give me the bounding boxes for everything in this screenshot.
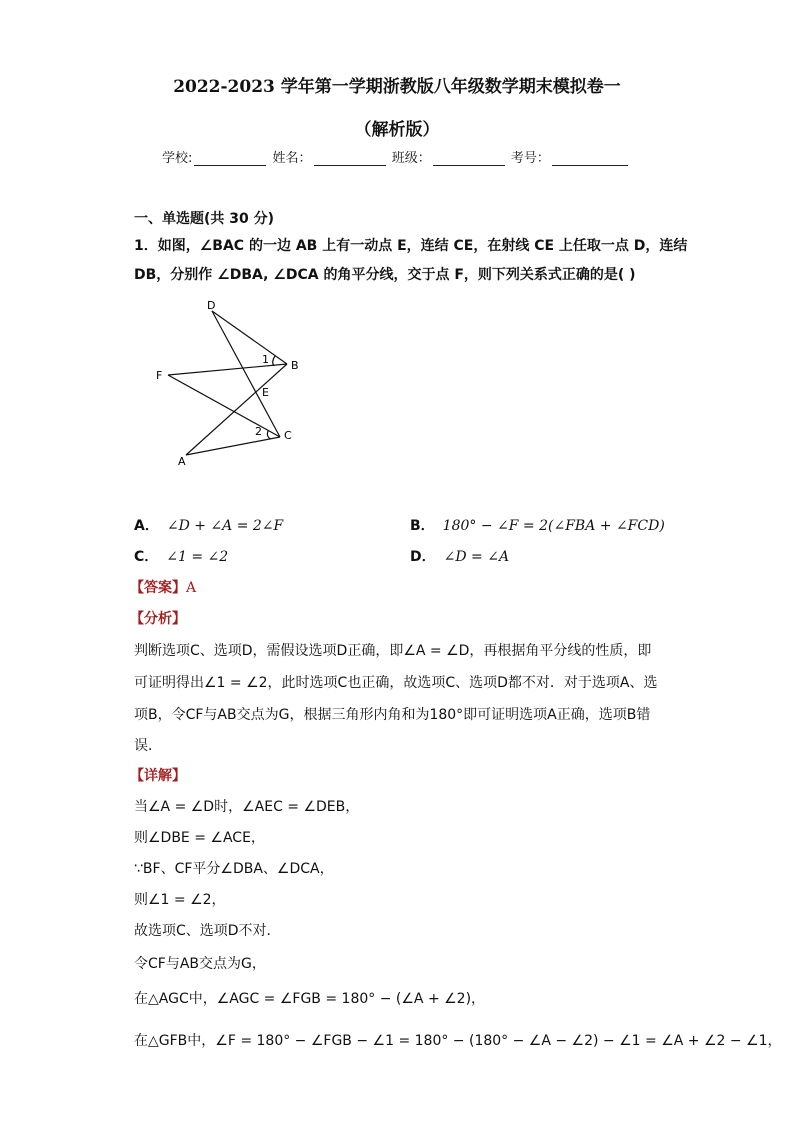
detail-line: 令CF与AB交点为G， — [134, 956, 266, 972]
analysis-label: 【分析】 — [130, 611, 186, 627]
section-heading: 一、单选题(共 30 分) — [134, 211, 275, 227]
student-info-line — [162, 147, 630, 166]
option-c-expr: ∠1 = ∠2 — [166, 549, 229, 565]
label-angle-1: 1 — [262, 353, 269, 366]
answer-label: 【答案】 — [130, 580, 186, 596]
option-b-letter: B． — [410, 518, 435, 534]
analysis-line: 项B，令CF与AB交点为G，根据三角形内角和为180°即可证明选项A正确，选项B错 — [134, 707, 651, 723]
page-title: 2022-2023 学年第一学期浙教版八年级数学期末模拟卷一 — [173, 77, 621, 97]
analysis-line: 判断选项C、选项D，需假设选项D正确，即∠A = ∠D，再根据角平分线的性质，即 — [134, 643, 652, 659]
angle-1-arc — [273, 356, 275, 366]
option-b-expr: 180° − ∠F = 2(∠FBA + ∠FCD) — [442, 518, 665, 534]
option-d-expr: ∠D = ∠A — [443, 549, 510, 565]
analysis-line: 可证明得出∠1 = ∠2，此时选项C也正确，故选项C、选项D都不对．对于选项A、选 — [134, 675, 658, 691]
detail-line: ∵BF、CF平分∠DBA、∠DCA， — [134, 861, 334, 877]
number-field[interactable] — [552, 151, 628, 166]
label-F: F — [156, 369, 163, 382]
page-subtitle: （解析版） — [354, 120, 440, 140]
option-a[interactable] — [134, 515, 283, 535]
option-d-letter: D． — [410, 549, 436, 565]
option-c[interactable] — [134, 546, 228, 566]
answer-line — [130, 577, 196, 597]
option-a-expr: ∠D + ∠A = 2∠F — [166, 518, 284, 534]
option-d[interactable] — [410, 546, 509, 566]
label-A: A — [178, 455, 186, 468]
detail-line: 当∠A = ∠D时，∠AEC = ∠DEB， — [134, 799, 360, 815]
detail-line: 在△AGC中，∠AGC = ∠FGB = 180° − (∠A + ∠2)， — [134, 991, 486, 1007]
detail-line: 则∠DBE = ∠ACE， — [134, 830, 265, 846]
detail-line: 则∠1 = ∠2， — [134, 892, 226, 908]
name-label: 姓名： — [272, 151, 312, 166]
segment-AC — [186, 437, 280, 455]
school-label: 学校: — [162, 151, 193, 166]
class-label: 班级： — [391, 151, 431, 166]
segment-AB — [186, 364, 287, 455]
detail-line: 故选项C、选项D不对． — [134, 923, 281, 939]
label-angle-2: 2 — [255, 425, 262, 438]
school-field[interactable] — [194, 151, 266, 166]
number-label: 考号： — [510, 151, 550, 166]
answer-value: A — [186, 580, 197, 596]
detail-line: 在△GFB中，∠F = 180° − ∠FGB − ∠1 = 180° − (180° − ∠A − ∠2) − ∠1 = ∠A + ∠2 − ∠1， — [134, 1033, 782, 1049]
label-D: D — [207, 299, 216, 312]
option-c-letter: C． — [134, 549, 159, 565]
label-E: E — [262, 386, 269, 399]
option-a-letter: A． — [134, 518, 159, 534]
segment-FB — [168, 364, 287, 375]
geometry-figure — [150, 295, 320, 475]
question-line-1: 1．如图，∠BAC 的一边 AB 上有一动点 E，连结 CE，在射线 CE 上任取一点 D，连结 — [134, 238, 688, 254]
class-field[interactable] — [433, 151, 505, 166]
question-line-2: DB，分别作 ∠DBA, ∠DCA 的角平分线，交于点 F，则下列关系式正确的是( ) — [134, 267, 636, 283]
name-field[interactable] — [314, 151, 386, 166]
segment-DB — [212, 311, 287, 364]
label-B: B — [291, 359, 299, 372]
analysis-line: 误． — [134, 738, 162, 754]
detail-label: 【详解】 — [130, 768, 186, 784]
label-C: C — [284, 429, 292, 442]
option-b[interactable] — [410, 515, 665, 535]
